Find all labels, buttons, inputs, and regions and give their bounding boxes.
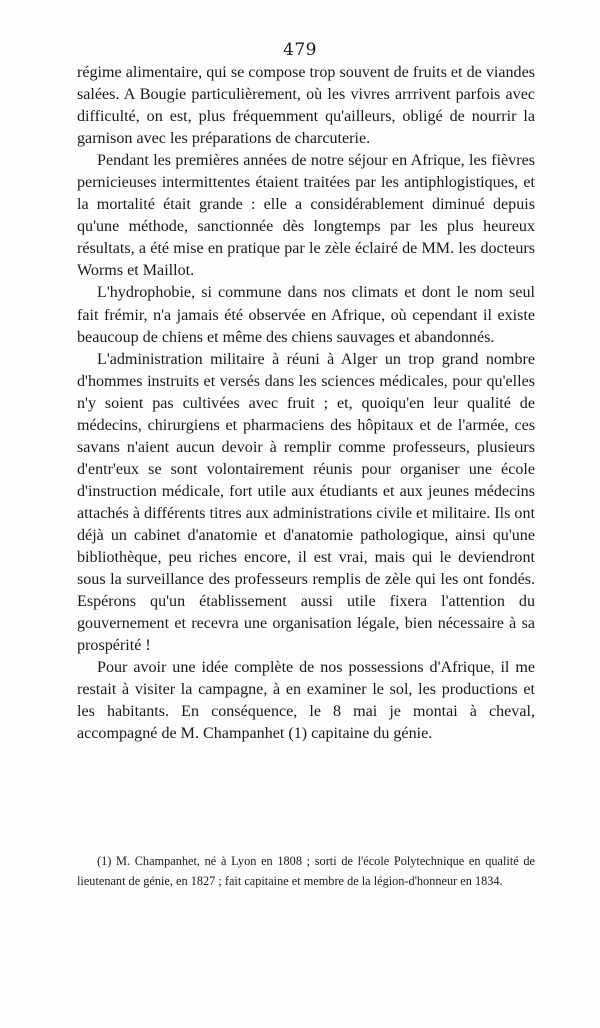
body-text <box>77 62 535 745</box>
footnote-text: (1) M. Champanhet, né à Lyon en 1808 ; sorti de l'école Polytechnique en qualité de lieutenant de génie, en 1827 ; fait capitaine et membre de la légion-d'honneur en 1834. <box>77 854 535 888</box>
paragraph-countryside: Pour avoir une idée complète de nos possessions d'Afrique, il me restait à visiter la campagne, à en examiner le sol, les productions et les habitants. En conséquence, le 8 mai je montai à cheval, accompagné de M. Champanhet (1) capitaine du génie. <box>77 659 535 743</box>
paragraph-continued: régime alimentaire, qui se compose trop souvent de fruits et de viandes salées. A Bougie particulièrement, où les vivres arrrivent parfois avec difficulté, on est, plus fréquemment qu'ailleurs, obligé de nourrir la garnison avec les préparations de charcuterie. <box>77 64 535 148</box>
paragraph-medical-school: L'administration militaire à réuni à Alger un trop grand nombre d'hommes instruits et versés dans les sciences médicales, pour qu'elles n'y soient pas cultivées avec fruit ; et, quoiqu'en leur qualité de médecins, chirurgiens et pharmaciens des hôpitaux et de l'armée, ces savans n'aient aucun devoir à remplir comme professeurs, plusieurs d'entr'eux se sont volontairement réunis pour organiser une école d'instruction médicale, fort utile aux étudiants et aux jeunes médecins attachés à différents titres aux administrations civile et militaire. Ils ont déjà un cabinet d'anatomie et d'anatomie pathologique, ainsi qu'une bibliothèque, peu riches encore, il est vrai, mais qui le deviendront sous la surveillance des professeurs remplis de zèle qui les ont fondés. Espérons qu'un établissement aussi utile fixera l'attention du gouvernement et recevra une organisation légale, bien nécessaire à sa prospérité ! <box>77 350 535 655</box>
paragraph-fevers: Pendant les premières années de notre séjour en Afrique, les fièvres pernicieuses intermittentes étaient traitées par les antiphlogistiques, et la mortalité était grande : elle a considérablement diminué depuis qu'une méthode, sanctionnée dès longtemps par les plus heureux résultats, a été mise en pratique par le zèle éclairé de MM. les docteurs Worms et Maillot. <box>77 152 535 280</box>
paragraph-hydrophobia: L'hydrophobie, si commune dans nos climats et dont le nom seul fait frémir, n'a jamais été observée en Afrique, où cependant il existe beaucoup de chiens et même des chiens sauvages et abandonnés. <box>77 284 535 346</box>
footnote <box>77 852 535 891</box>
page-number: 479 <box>283 40 317 60</box>
